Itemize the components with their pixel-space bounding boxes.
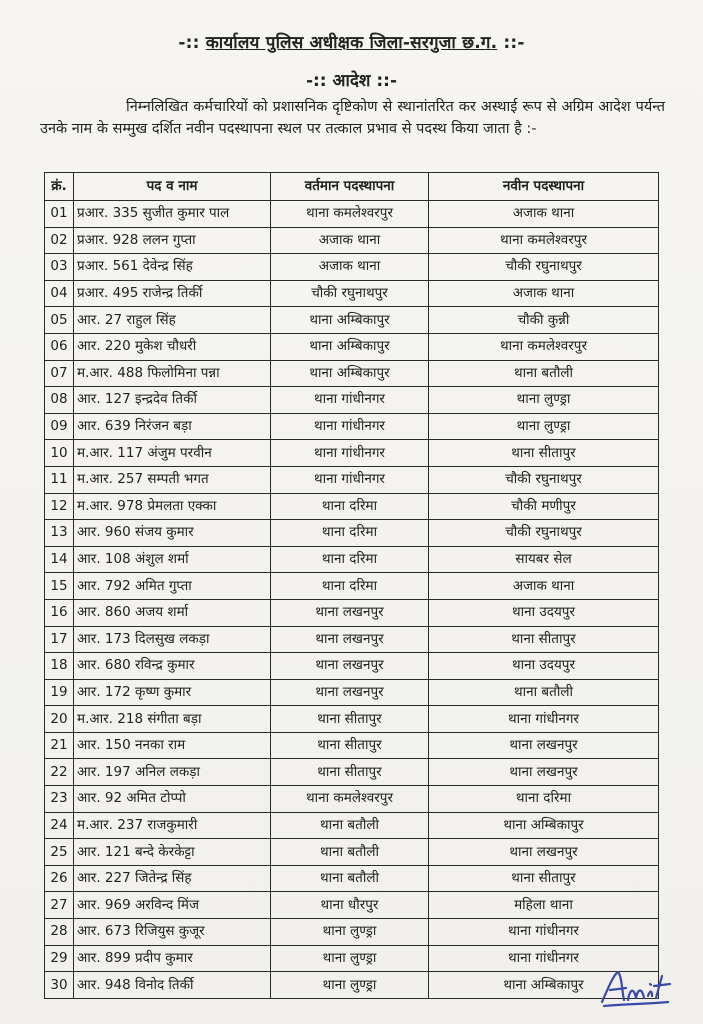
new-posting-cell: चौकी रघुनाथपुर [429,520,659,547]
name-cell: आर. 173 दिलसुख लकड़ा [74,626,271,653]
table-row [45,227,659,254]
table-row [45,254,659,281]
serial-cell: 17 [45,626,74,653]
current-posting-cell: थाना लुण्ड्रा [271,919,429,946]
new-posting-cell: थाना कमलेश्वरपुर [429,227,659,254]
office-name: कार्यालय पुलिस अधीक्षक जिला-सरगुजा छ.ग. [205,33,498,53]
new-posting-cell: थाना लखनपुर [429,732,659,759]
table-row [45,653,659,680]
name-cell: प्रआर. 495 राजेन्द्र तिर्की [74,280,271,307]
current-posting-cell: चौकी रघुनाथपुर [271,280,429,307]
serial-cell: 12 [45,493,74,520]
table-row [45,307,659,334]
serial-cell: 10 [45,440,74,467]
serial-cell: 09 [45,413,74,440]
table-row [45,413,659,440]
serial-cell: 15 [45,573,74,600]
new-posting-cell: अजाक थाना [429,280,659,307]
name-cell: आर. 172 कृष्ण कुमार [74,679,271,706]
current-posting-cell: थाना सीतापुर [271,759,429,786]
current-posting-cell: थाना दरिमा [271,493,429,520]
name-cell: आर. 792 अमित गुप्ता [74,573,271,600]
current-posting-cell: थाना दरिमा [271,520,429,547]
table-header-row [45,173,659,201]
serial-cell: 13 [45,520,74,547]
name-cell: आर. 969 अरविन्द मिंज [74,892,271,919]
serial-cell: 22 [45,759,74,786]
table-row [45,812,659,839]
new-posting-cell: थाना सीतापुर [429,440,659,467]
serial-cell: 21 [45,732,74,759]
name-cell: प्रआर. 928 ललन गुप्ता [74,227,271,254]
current-posting-cell: थाना लखनपुर [271,599,429,626]
table-body [45,201,659,999]
table-row [45,626,659,653]
serial-cell: 03 [45,254,74,281]
current-posting-cell: थाना सीतापुर [271,706,429,733]
table-row [45,865,659,892]
table-row [45,546,659,573]
current-posting-cell: थाना गांधीनगर [271,466,429,493]
new-posting-cell: थाना गांधीनगर [429,919,659,946]
name-cell: आर. 27 राहुल सिंह [74,307,271,334]
signature [598,966,674,1010]
name-cell: आर. 108 अंशुल शर्मा [74,546,271,573]
current-posting-cell: थाना लखनपुर [271,626,429,653]
new-posting-cell: अजाक थाना [429,201,659,228]
table-row [45,732,659,759]
transfer-table [44,172,659,999]
serial-cell: 04 [45,280,74,307]
new-posting-cell: थाना लुण्ड्रा [429,387,659,414]
serial-cell: 23 [45,786,74,813]
current-posting-cell: थाना बतौली [271,839,429,866]
header-new-posting: नवीन पदस्थापना [429,173,659,201]
table-row [45,892,659,919]
name-cell: आर. 899 प्रदीप कुमार [74,945,271,972]
current-posting-cell: थाना बतौली [271,812,429,839]
serial-cell: 27 [45,892,74,919]
table-row [45,573,659,600]
new-posting-cell: थाना बतौली [429,679,659,706]
serial-cell: 08 [45,387,74,414]
serial-cell: 29 [45,945,74,972]
intro-paragraph: निम्नलिखित कर्मचारियों को प्रशासनिक दृष्टिकोण से स्थानांतरित कर अस्थाई रूप से अग्रिम आदेश पर्यन्त उनके नाम के सम्मुख दर्शित नवीन पदस्थापना स्थल पर तत्काल प्रभाव से पदस्थ किया जाता है :- [40,99,665,137]
current-posting-cell: थाना गांधीनगर [271,413,429,440]
table-row [45,280,659,307]
new-posting-cell: थाना उदयपुर [429,599,659,626]
table-row [45,387,659,414]
serial-cell: 30 [45,972,74,999]
new-posting-cell: थाना अम्बिकापुर [429,972,659,999]
new-posting-cell: सायबर सेल [429,546,659,573]
serial-cell: 25 [45,839,74,866]
current-posting-cell: थाना बतौली [271,865,429,892]
new-posting-cell: चौकी कुन्नी [429,307,659,334]
name-cell: आर. 220 मुकेश चौधरी [74,333,271,360]
serial-cell: 19 [45,679,74,706]
new-posting-cell: थाना दरिमा [429,786,659,813]
table-row [45,333,659,360]
new-posting-cell: चौकी रघुनाथपुर [429,254,659,281]
current-posting-cell: अजाक थाना [271,254,429,281]
serial-cell: 07 [45,360,74,387]
current-posting-cell: अजाक थाना [271,227,429,254]
new-posting-cell: थाना बतौली [429,360,659,387]
table-row [45,706,659,733]
header-current-posting: वर्तमान पदस्थापना [271,173,429,201]
table-row [45,440,659,467]
serial-cell: 11 [45,466,74,493]
current-posting-cell: थाना कमलेश्वरपुर [271,201,429,228]
new-posting-cell: थाना उदयपुर [429,653,659,680]
table-row [45,493,659,520]
new-posting-cell: थाना कमलेश्वरपुर [429,333,659,360]
name-cell: आर. 680 रविन्द्र कुमार [74,653,271,680]
name-cell: आर. 960 संजय कुमार [74,520,271,547]
name-cell: आर. 127 इन्द्रदेव तिर्की [74,387,271,414]
name-cell: म.आर. 218 संगीता बड़ा [74,706,271,733]
current-posting-cell: थाना अम्बिकापुर [271,360,429,387]
serial-cell: 14 [45,546,74,573]
name-cell: म.आर. 978 प्रेमलता एक्का [74,493,271,520]
office-title [0,30,703,53]
new-posting-cell: थाना गांधीनगर [429,706,659,733]
current-posting-cell: थाना गांधीनगर [271,387,429,414]
new-posting-cell: थाना अम्बिकापुर [429,812,659,839]
serial-cell: 28 [45,919,74,946]
serial-cell: 02 [45,227,74,254]
current-posting-cell: थाना अम्बिकापुर [271,333,429,360]
serial-cell: 01 [45,201,74,228]
new-posting-cell: थाना लुण्ड्रा [429,413,659,440]
serial-cell: 06 [45,333,74,360]
serial-cell: 24 [45,812,74,839]
current-posting-cell: थाना अम्बिकापुर [271,307,429,334]
order-heading: -:: आदेश ::- [305,71,398,91]
new-posting-cell: थाना लखनपुर [429,759,659,786]
name-cell: प्रआर. 335 सुजीत कुमार पाल [74,201,271,228]
table-row [45,786,659,813]
table-row [45,599,659,626]
current-posting-cell: थाना दरिमा [271,573,429,600]
name-cell: प्रआर. 561 देवेन्द्र सिंह [74,254,271,281]
new-posting-cell: थाना लखनपुर [429,839,659,866]
name-cell: म.आर. 488 फिलोमिना पन्ना [74,360,271,387]
name-cell: आर. 860 अजय शर्मा [74,599,271,626]
current-posting-cell: थाना लुण्ड्रा [271,972,429,999]
new-posting-cell: महिला थाना [429,892,659,919]
current-posting-cell: थाना लखनपुर [271,653,429,680]
new-posting-cell: चौकी मणीपुर [429,493,659,520]
serial-cell: 20 [45,706,74,733]
header-name: पद व नाम [74,173,271,201]
new-posting-cell: अजाक थाना [429,573,659,600]
name-cell: आर. 92 अमित टोप्पो [74,786,271,813]
name-cell: आर. 639 निरंजन बड़ा [74,413,271,440]
serial-cell: 16 [45,599,74,626]
current-posting-cell: थाना धौरपुर [271,892,429,919]
name-cell: आर. 673 रिजियुस कुजूर [74,919,271,946]
table-row [45,679,659,706]
new-posting-cell: थाना सीतापुर [429,626,659,653]
name-cell: आर. 227 जितेन्द्र सिंह [74,865,271,892]
table-row [45,839,659,866]
name-cell: आर. 197 अनिल लकड़ा [74,759,271,786]
name-cell: आर. 121 बन्दे केरकेट्टा [74,839,271,866]
current-posting-cell: थाना सीतापुर [271,732,429,759]
current-posting-cell: थाना लखनपुर [271,679,429,706]
table-row [45,919,659,946]
table-row [45,759,659,786]
table-row [45,520,659,547]
serial-cell: 05 [45,307,74,334]
header-serial: क्रं. [45,173,74,201]
name-cell: आर. 948 विनोद तिर्की [74,972,271,999]
table-row [45,201,659,228]
name-cell: म.आर. 257 सम्पती भगत [74,466,271,493]
table-row [45,972,659,999]
current-posting-cell: थाना लुण्ड्रा [271,945,429,972]
current-posting-cell: थाना गांधीनगर [271,440,429,467]
current-posting-cell: थाना कमलेश्वरपुर [271,786,429,813]
new-posting-cell: चौकी रघुनाथपुर [429,466,659,493]
title-prefix: -:: [178,33,200,53]
name-cell: म.आर. 117 अंजुम परवीन [74,440,271,467]
current-posting-cell: थाना दरिमा [271,546,429,573]
serial-cell: 18 [45,653,74,680]
title-suffix: ::- [503,33,525,53]
new-posting-cell: थाना सीतापुर [429,865,659,892]
name-cell: आर. 150 ननका राम [74,732,271,759]
new-posting-cell: थाना गांधीनगर [429,945,659,972]
table-row [45,945,659,972]
serial-cell: 26 [45,865,74,892]
table-row [45,360,659,387]
table-row [45,466,659,493]
name-cell: म.आर. 237 राजकुमारी [74,812,271,839]
